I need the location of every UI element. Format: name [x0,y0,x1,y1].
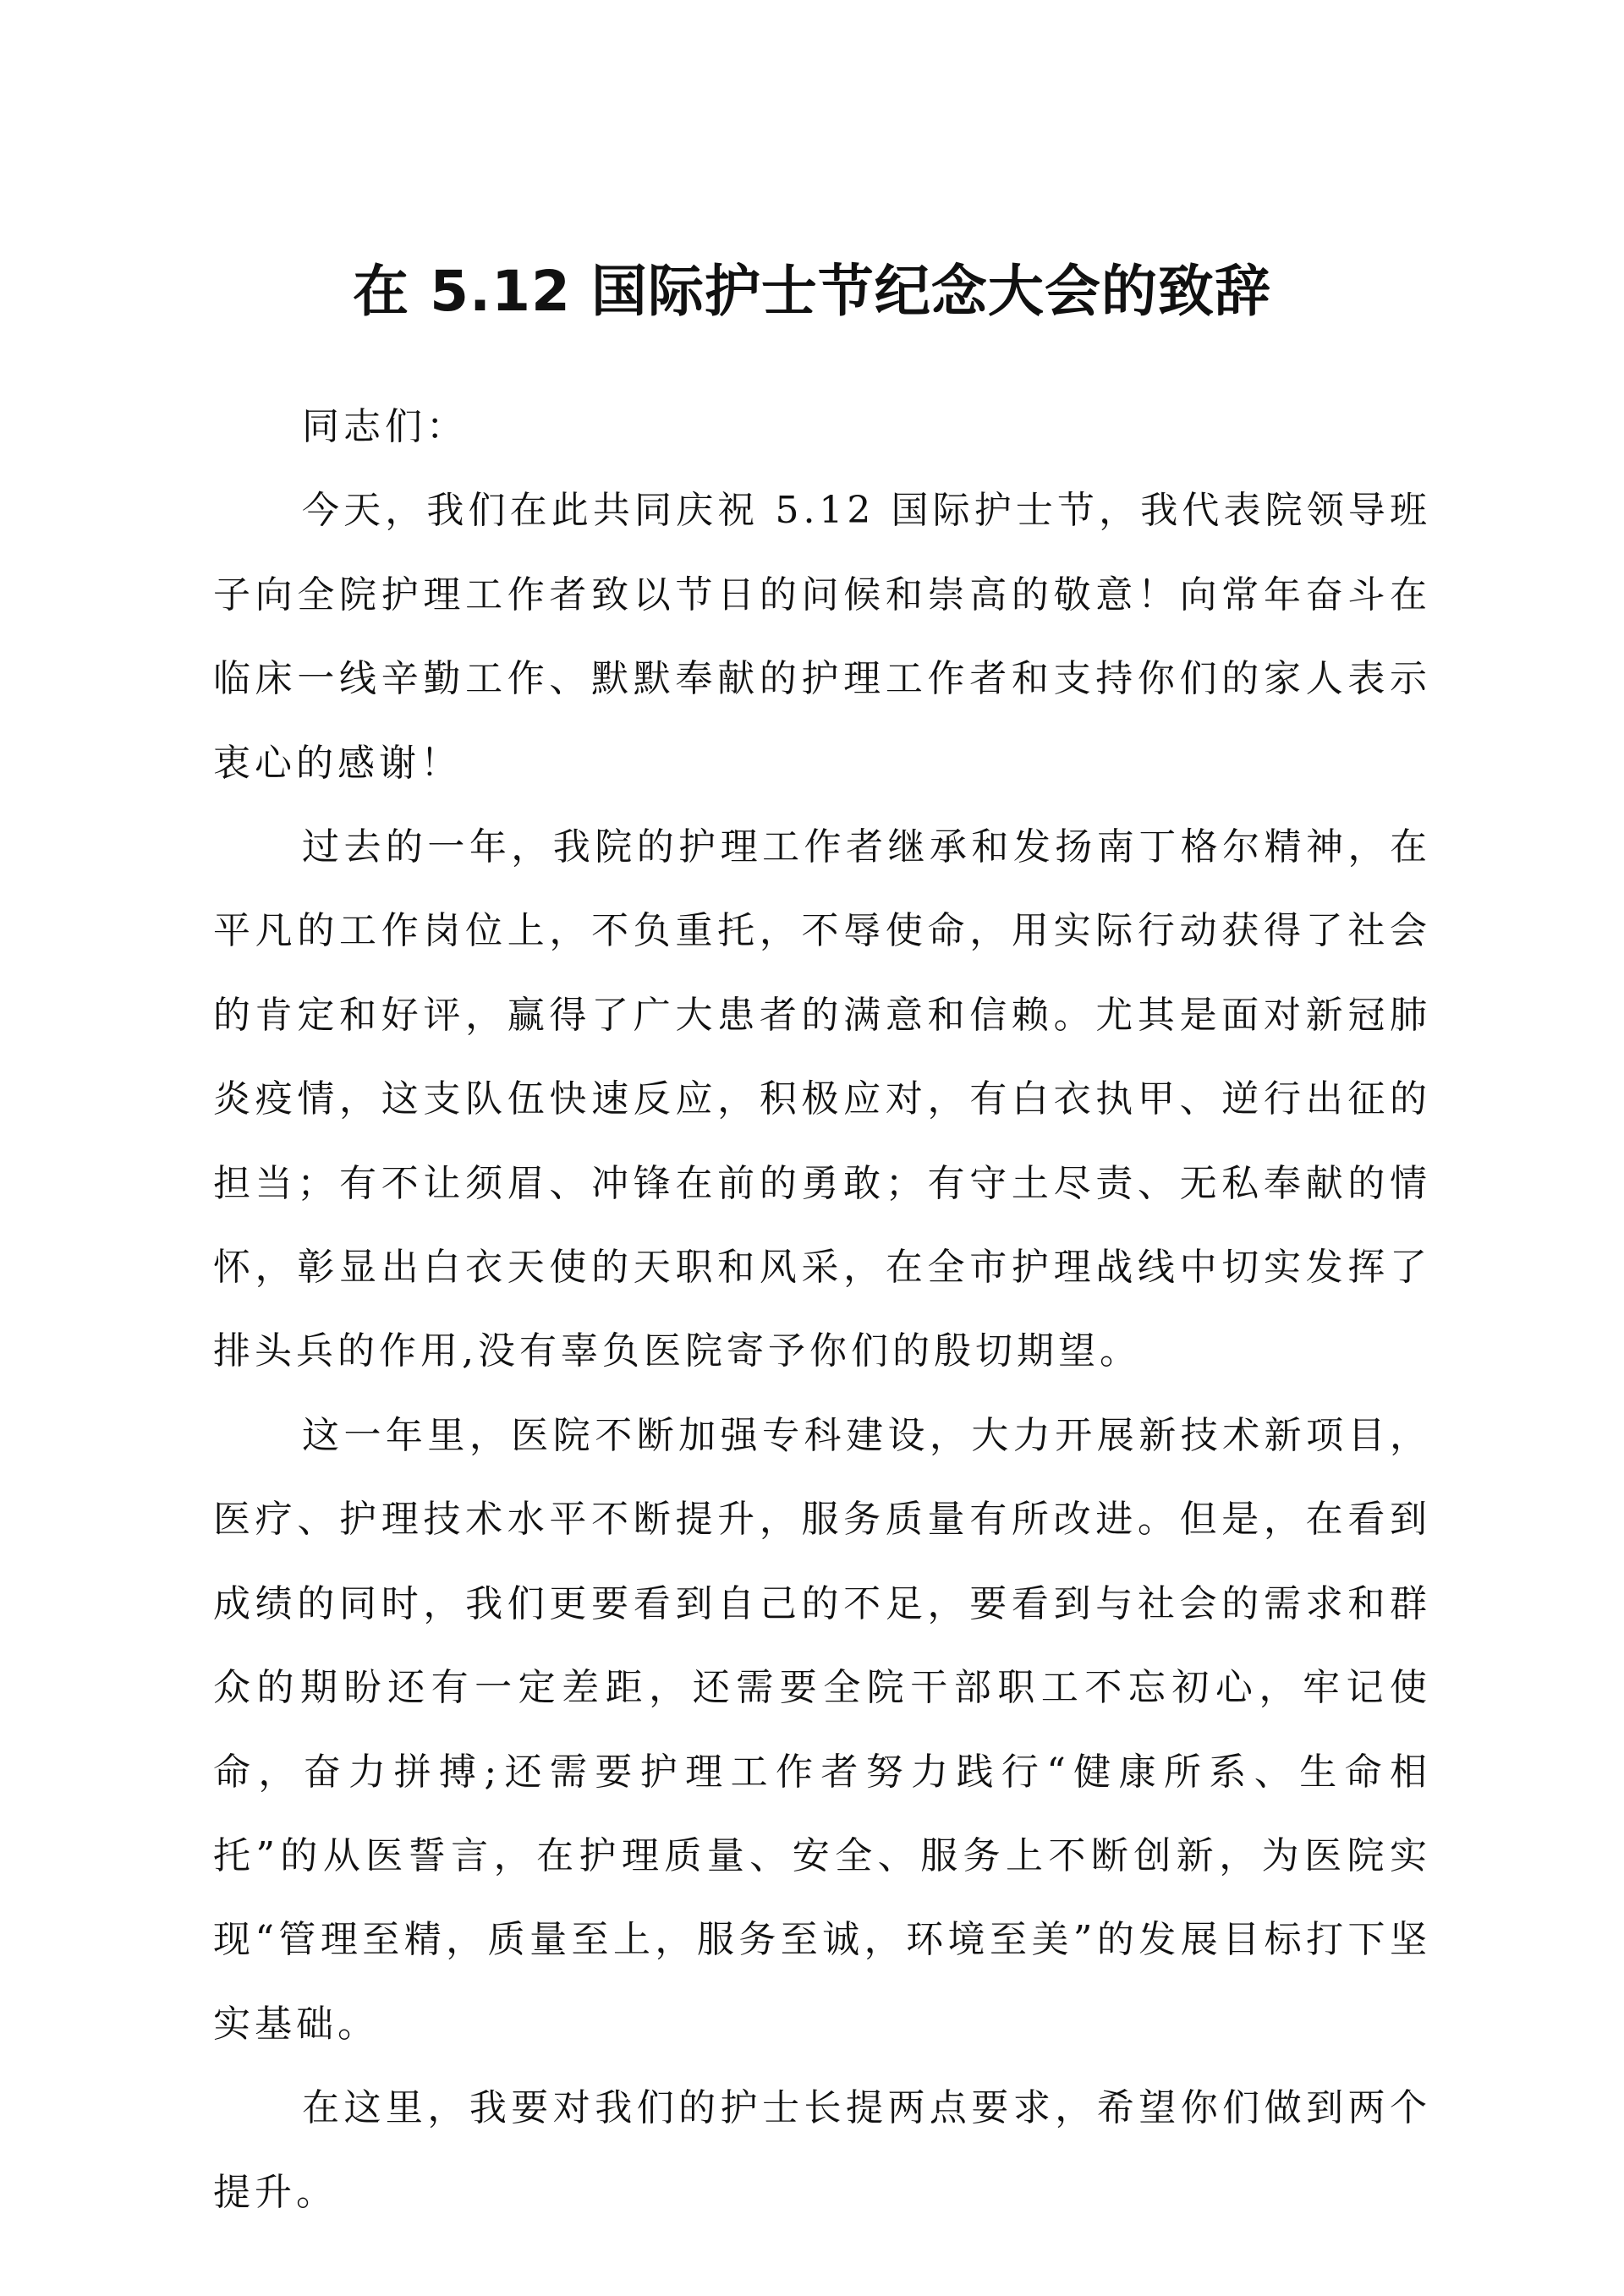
paragraph: 今天，我们在此共同庆祝 5.12 国际护士节，我代表院领导班子向全院护理工作者致以节日的问候和崇高的敬意！向常年奋斗在临床一线辛勤工作、默默奉献的护理工作者和支持你们的家人表示衷心的感谢！ [213,489,1431,785]
salutation: 同志们： [302,405,468,448]
document-body [213,385,1431,2234]
document-title: 在 5.12 国际护士节纪念大会的致辞 [353,259,1271,324]
paragraph: 在这里，我要对我们的护士长提两点要求，希望你们做到两个提升。 [213,2086,1431,2214]
paragraph: 这一年里，医院不断加强专科建设，大力开展新技术新项目，医疗、护理技术水平不断提升，服务质量有所改进。但是，在看到成绩的同时，我们更要看到自己的不足，要看到与社会的需求和群众的期盼还有一定差距，还需要全院干部职工不忘初心，牢记使命，奋力拼搏;还需要护理工作者努力践行“健康所系、生命相托”的从医誓言，在护理质量、安全、服务上不断创新，为医院实现“管理至精，质量至上，服务至诚，环境至美”的发展目标打下坚实基础。 [213,1413,1431,2046]
paragraph: 过去的一年，我院的护理工作者继承和发扬南丁格尔精神，在平凡的工作岗位上，不负重托，不辱使命，用实际行动获得了社会的肯定和好评，赢得了广大患者的满意和信赖。尤其是面对新冠肺炎疫情，这支队伍快速反应，积极应对，有白衣执甲、逆行出征的担当；有不让须眉、冲锋在前的勇敢；有守土尽责、无私奉献的情怀，彰显出白衣天使的天职和风采，在全市护理战线中切实发挥了排头兵的作用,没有辜负医院寄予你们的殷切期望。 [213,825,1431,1373]
